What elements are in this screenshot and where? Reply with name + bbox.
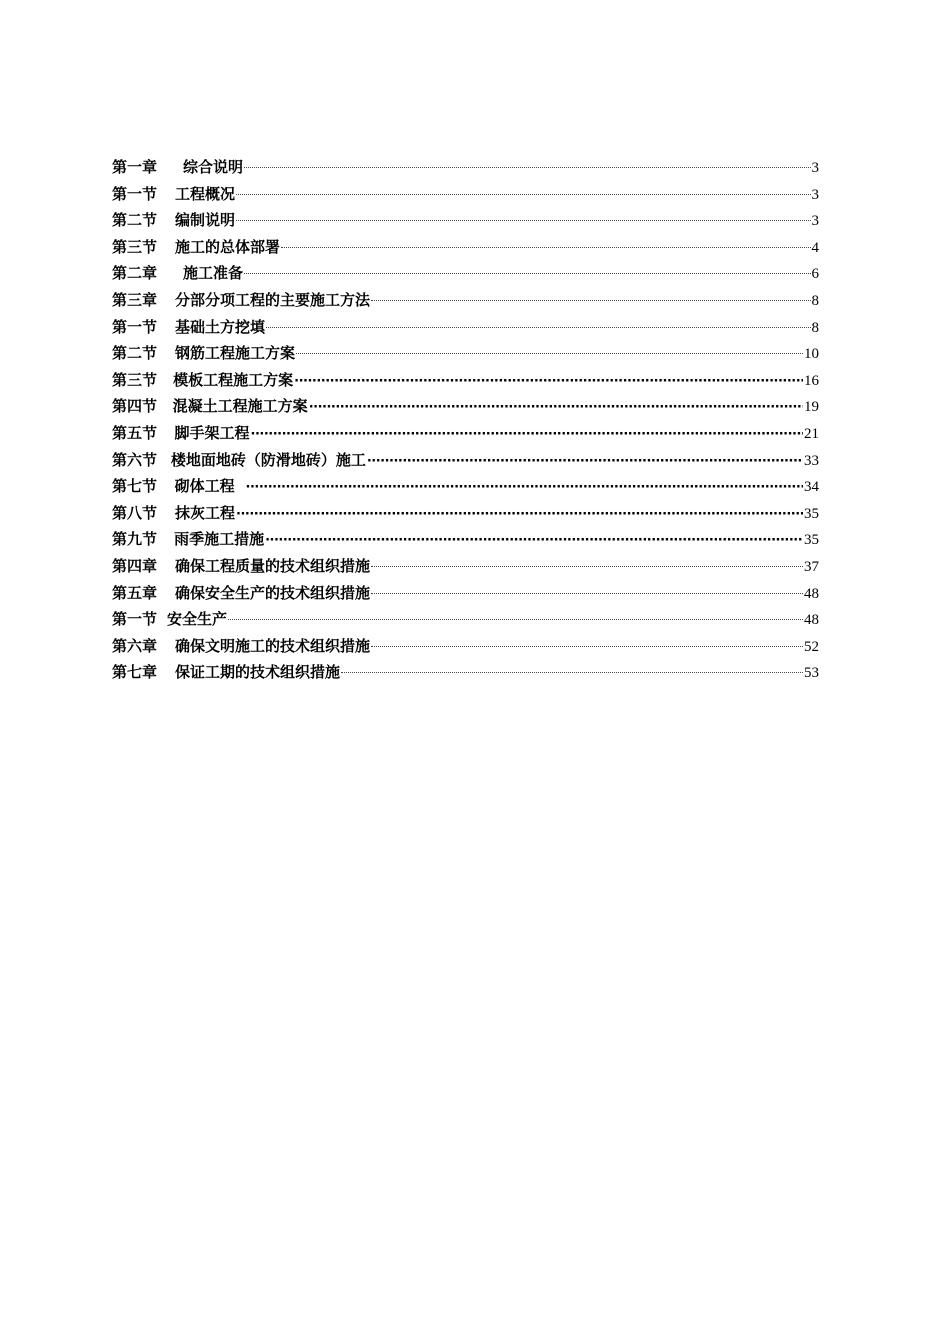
toc-entry-page: 35 bbox=[804, 505, 819, 522]
toc-entry[interactable] bbox=[112, 367, 819, 394]
toc-entry-label: 第六章 bbox=[112, 636, 158, 655]
toc-leader bbox=[371, 300, 810, 301]
toc-leader bbox=[236, 194, 810, 195]
toc-entry-label: 第三节 bbox=[112, 370, 158, 389]
toc-entry-title: 模板工程施工方案 bbox=[173, 370, 294, 389]
toc-entry[interactable] bbox=[112, 234, 819, 261]
toc-entry-page: 3 bbox=[811, 160, 819, 176]
toc-entry[interactable] bbox=[112, 420, 819, 447]
toc-entry[interactable] bbox=[112, 314, 819, 341]
toc-entry-title: 确保文明施工的技术组织措施 bbox=[175, 636, 371, 655]
toc-entry[interactable] bbox=[112, 526, 819, 553]
toc-entry-title: 确保工程质量的技术组织措施 bbox=[175, 556, 371, 575]
toc-entry-page: 35 bbox=[804, 532, 819, 549]
toc-entry-page: 3 bbox=[811, 186, 819, 203]
toc-entry-page: 8 bbox=[811, 292, 819, 309]
toc-entry[interactable] bbox=[112, 154, 819, 181]
toc-entry-label: 第三章 bbox=[112, 290, 158, 309]
toc-leader bbox=[294, 375, 803, 388]
toc-entry[interactable] bbox=[112, 207, 819, 234]
toc-entry[interactable] bbox=[112, 606, 819, 633]
toc-entry-page: 53 bbox=[804, 665, 819, 682]
toc-entry-page: 16 bbox=[804, 372, 819, 389]
toc-entry-title: 分部分项工程的主要施工方法 bbox=[175, 290, 371, 309]
toc-entry-label: 第一节 bbox=[112, 610, 158, 629]
toc-leader bbox=[367, 455, 803, 468]
toc-entry-title: 安全生产 bbox=[167, 610, 228, 629]
toc-entry-title: 确保安全生产的技术组织措施 bbox=[175, 583, 371, 602]
toc-leader bbox=[236, 508, 803, 521]
toc-entry-page: 21 bbox=[804, 425, 819, 442]
toc-entry-title: 综合说明 bbox=[183, 158, 244, 176]
toc-leader bbox=[265, 534, 803, 547]
toc-entry-label: 第六节 bbox=[112, 450, 158, 469]
toc-entry-page: 4 bbox=[811, 239, 819, 256]
toc-entry-label: 第七节 bbox=[112, 477, 158, 496]
toc-entry-page: 8 bbox=[811, 319, 819, 336]
toc-entry-label: 第四章 bbox=[112, 556, 158, 575]
toc-entry-title: 楼地面地砖（防滑地砖）施工 bbox=[170, 450, 366, 469]
toc-entry-page: 10 bbox=[804, 346, 819, 363]
toc-entry[interactable] bbox=[112, 447, 819, 474]
toc-entry-page: 19 bbox=[804, 399, 819, 416]
toc-entry[interactable] bbox=[112, 633, 819, 660]
toc-entry-title: 基础土方挖填 bbox=[175, 317, 266, 336]
toc-entry[interactable] bbox=[112, 287, 819, 314]
toc-entry-label: 第九节 bbox=[112, 530, 158, 549]
toc-entry[interactable] bbox=[112, 659, 819, 686]
toc-entry-page: 52 bbox=[804, 638, 819, 655]
toc-entry-title: 混凝土工程施工方案 bbox=[172, 397, 308, 416]
toc-entry-title: 雨季施工措施 bbox=[174, 530, 265, 549]
toc-entry-title: 施工准备 bbox=[183, 264, 244, 283]
toc-entry-page: 34 bbox=[804, 479, 819, 496]
toc-entry[interactable] bbox=[112, 181, 819, 208]
toc-entry-page: 6 bbox=[811, 266, 819, 283]
toc-leader bbox=[228, 619, 803, 620]
toc-entry[interactable] bbox=[112, 500, 819, 527]
toc-leader bbox=[341, 672, 803, 673]
toc-entry-page: 48 bbox=[804, 585, 819, 602]
toc-entry[interactable] bbox=[112, 340, 819, 367]
toc-entry[interactable] bbox=[112, 473, 819, 500]
toc-leader bbox=[244, 273, 810, 274]
toc-entry-label: 第八节 bbox=[112, 503, 158, 522]
toc-entry-label: 第一节 bbox=[112, 317, 158, 336]
toc-leader bbox=[281, 247, 810, 248]
toc-leader bbox=[251, 428, 803, 441]
toc-entry-label: 第七章 bbox=[112, 663, 158, 682]
toc-leader bbox=[371, 646, 803, 647]
toc-entry-page: 37 bbox=[804, 558, 819, 575]
toc-leader bbox=[371, 593, 803, 594]
toc-entry[interactable] bbox=[112, 260, 819, 287]
toc-entry-label: 第一节 bbox=[112, 184, 158, 203]
toc-entry-label: 第二章 bbox=[112, 264, 158, 283]
toc-entry[interactable] bbox=[112, 580, 819, 607]
toc-entry-page: 33 bbox=[804, 452, 819, 469]
toc-entry[interactable] bbox=[112, 393, 819, 420]
toc-entry-label: 第二节 bbox=[112, 344, 158, 363]
toc-entry-title: 抹灰工程 bbox=[174, 503, 235, 522]
toc-entry-title: 脚手架工程 bbox=[174, 423, 250, 442]
toc-entry-label: 第五节 bbox=[112, 423, 158, 442]
toc-entry-label: 第四节 bbox=[112, 397, 158, 416]
toc-entry-label: 第三节 bbox=[112, 237, 158, 256]
toc-entry-title: 工程概况 bbox=[175, 184, 236, 203]
toc-entry-title: 保证工期的技术组织措施 bbox=[175, 663, 341, 682]
toc-entry-title: 编制说明 bbox=[175, 211, 236, 230]
toc-entry-label: 第五章 bbox=[112, 583, 158, 602]
toc-entry-title: 砌体工程 bbox=[174, 477, 235, 496]
toc-entry-title: 钢筋工程施工方案 bbox=[175, 344, 296, 363]
toc-leader bbox=[309, 401, 803, 414]
toc-entry-page: 48 bbox=[804, 612, 819, 629]
toc-leader bbox=[296, 353, 803, 354]
table-of-contents bbox=[112, 154, 819, 686]
toc-entry-page: 3 bbox=[811, 213, 819, 230]
toc-leader bbox=[246, 481, 804, 494]
toc-entry-label: 第一章 bbox=[112, 158, 158, 176]
toc-leader bbox=[244, 167, 810, 168]
toc-entry[interactable] bbox=[112, 553, 819, 580]
toc-leader bbox=[266, 327, 810, 328]
toc-leader bbox=[371, 566, 803, 567]
toc-entry-title: 施工的总体部署 bbox=[175, 237, 281, 256]
toc-entry-label: 第二节 bbox=[112, 211, 158, 230]
toc-leader bbox=[236, 220, 810, 221]
